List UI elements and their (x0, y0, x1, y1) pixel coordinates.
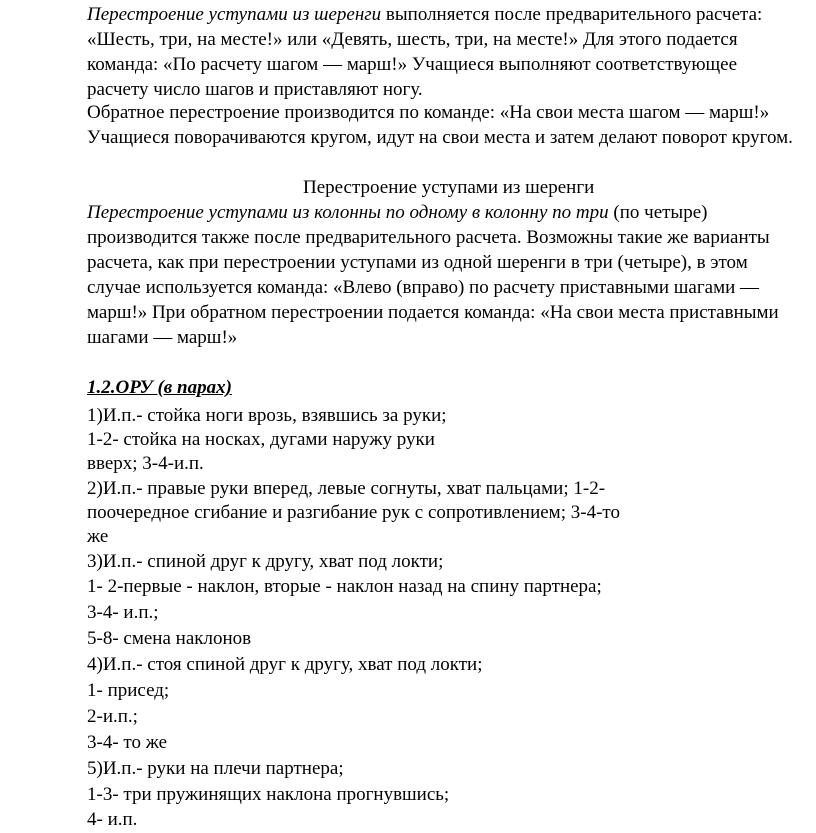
paragraph-3-line-4: случае используется команда: «Влево (вправо) по расчету приставными шагами — (87, 277, 760, 298)
paragraph-1-line-1 (87, 5, 762, 24)
exercise-heading: 1.2.ОРУ (в парах) (87, 377, 232, 398)
exercise-line: 4)И.п.- стоя спиной друг к другу, хват под локти; (87, 654, 483, 675)
exercise-line: же (87, 526, 109, 547)
exercise-line: 3-4- и.п.; (87, 602, 159, 623)
paragraph-1-italic-lead: Перестроение уступами из шеренги (87, 4, 382, 25)
exercise-line: 2)И.п.- правые руки вперед, левые согнуты, хват пальцами; 1-2- (87, 478, 606, 499)
paragraph-3-line-1-rest: (по четыре) (608, 202, 708, 223)
paragraph-3-line-1 (87, 203, 707, 222)
paragraph-1-line-4: расчету число шагов и приставляют ногу. (87, 79, 423, 100)
paragraph-2-line-1: Обратное перестроение производится по команде: «На свои места шагом — марш!» (87, 102, 770, 123)
exercise-line: 5-8- смена наклонов (87, 628, 252, 649)
paragraph-3-line-5: марш!» При обратном перестроении подается команда: «На свои места приставными (87, 302, 779, 323)
exercise-line: 1- присед; (87, 680, 170, 701)
exercise-line: 5)И.п.- руки на плечи партнера; (87, 758, 344, 779)
exercise-line: поочередное сгибание и разгибание рук с сопротивлением; 3-4-то (87, 502, 620, 523)
exercise-line: 4- и.п. (87, 809, 138, 830)
exercise-line: 1-2- стойка на носках, дугами наружу руки (87, 429, 435, 450)
exercise-line: 1-3- три пружинящих наклона прогнувшись; (87, 784, 450, 805)
exercise-line: 3)И.п.- спиной друг к другу, хват под локти; (87, 551, 444, 572)
paragraph-3-line-6: шагами — марш!» (87, 327, 238, 348)
exercise-line: 1)И.п.- стойка ноги врозь, взявшись за руки; (87, 405, 447, 426)
paragraph-3-line-2: производится также после предварительного расчета. Возможны такие же варианты (87, 227, 770, 248)
paragraph-1-line-3: команда: «По расчету шагом — марш!» Учащиеся выполняют соответствующее (87, 54, 738, 75)
section-heading: Перестроение уступами из шеренги (303, 177, 595, 198)
exercise-line: вверх; 3-4-и.п. (87, 453, 204, 474)
paragraph-1-line-1-rest: выполняется после предварительного расчета: (381, 4, 763, 25)
paragraph-2-line-2: Учащиеся поворачиваются кругом, идут на свои места и затем делают поворот кругом. (87, 127, 793, 148)
exercise-line: 3-4- то же (87, 732, 168, 753)
exercise-line: 2-и.п.; (87, 706, 138, 727)
paragraph-1-line-2: «Шесть, три, на месте!» или «Девять, шесть, три, на месте!» Для этого подается (87, 29, 738, 50)
paragraph-3-line-3: расчета, как при перестроении уступами из одной шеренги в три (четыре), в этом (87, 252, 748, 273)
exercise-line: 1- 2-первые - наклон, вторые - наклон назад на спину партнера; (87, 576, 602, 597)
paragraph-3-italic-lead: Перестроение уступами из колонны по одному в колонну по три (87, 202, 609, 223)
